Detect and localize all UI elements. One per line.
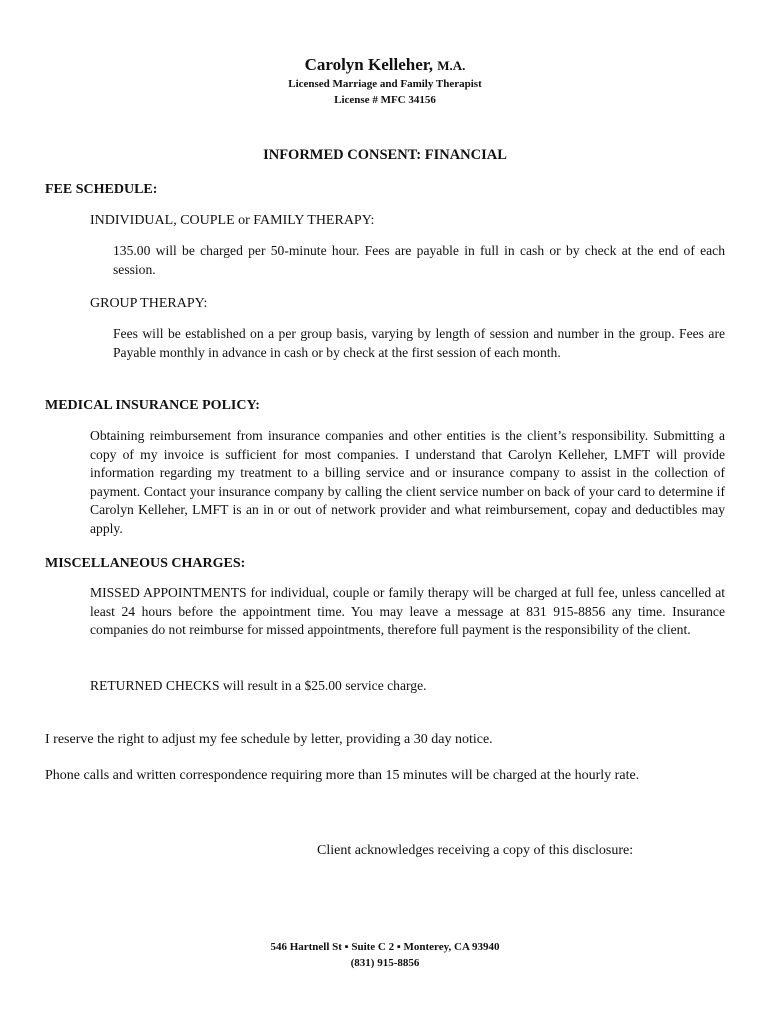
individual-therapy-text: 135.00 will be charged per 50-minute hour. Fees are payable in full in cash or by check at the end of each session. bbox=[113, 243, 725, 277]
misc-charges-heading: MISCELLANEOUS CHARGES: bbox=[45, 556, 246, 571]
individual-therapy-heading: INDIVIDUAL, COUPLE or FAMILY THERAPY: bbox=[90, 213, 375, 228]
missed-appointments-text: MISSED APPOINTMENTS for individual, couple or family therapy will be charged at full fee, unless cancelled at least 24 hours before the appointment time. You may leave a message at 831 915-8856 any time. Insurance companies do not reimburse for missed appointments, therefore full payment is the responsibility of the client. bbox=[90, 585, 725, 638]
footer-address: 546 Hartnell St ▪ Suite C 2 ▪ Monterey, CA 93940 bbox=[270, 941, 500, 953]
document-title: INFORMED CONSENT: FINANCIAL bbox=[263, 147, 507, 163]
footer-phone: (831) 915-8856 bbox=[350, 957, 420, 969]
fee-adjustment-notice: I reserve the right to adjust my fee schedule by letter, providing a 30 day notice. bbox=[45, 732, 493, 747]
group-therapy-heading: GROUP THERAPY: bbox=[90, 296, 208, 311]
practitioner-name-text: Carolyn Kelleher, bbox=[304, 55, 434, 74]
license-title: Licensed Marriage and Family Therapist bbox=[288, 78, 482, 90]
practitioner-credential: M.A. bbox=[437, 58, 466, 73]
insurance-heading: MEDICAL INSURANCE POLICY: bbox=[45, 398, 260, 413]
client-acknowledgement: Client acknowledges receiving a copy of this disclosure: bbox=[317, 843, 634, 858]
group-therapy-text: Fees will be established on a per group basis, varying by length of session and number in the group. Fees are Payable monthly in advance in cash or by check at the first session of each month. bbox=[113, 326, 725, 360]
insurance-text: Obtaining reimbursement from insurance companies and other entities is the client’s responsibility. Submitting a copy of my invoice is sufficient for most companies. I understand that Carolyn Kelleher, LMFT will provide information regarding my treatment to a billing service and or insurance company to assist in the collection of payment. Contact your insurance company by calling the client service number on back of your card to determine if Carolyn Kelleher, LMFT is an in or out of network provider and what reimbursement, copay and deductibles may apply. bbox=[90, 428, 725, 536]
fee-schedule-heading: FEE SCHEDULE: bbox=[45, 182, 158, 197]
practitioner-name bbox=[0, 55, 770, 75]
returned-checks-text: RETURNED CHECKS will result in a $25.00 service charge. bbox=[90, 678, 427, 693]
license-number: License # MFC 34156 bbox=[334, 94, 436, 106]
phone-calls-notice: Phone calls and written correspondence requiring more than 15 minutes will be charged at the hourly rate. bbox=[45, 768, 640, 783]
